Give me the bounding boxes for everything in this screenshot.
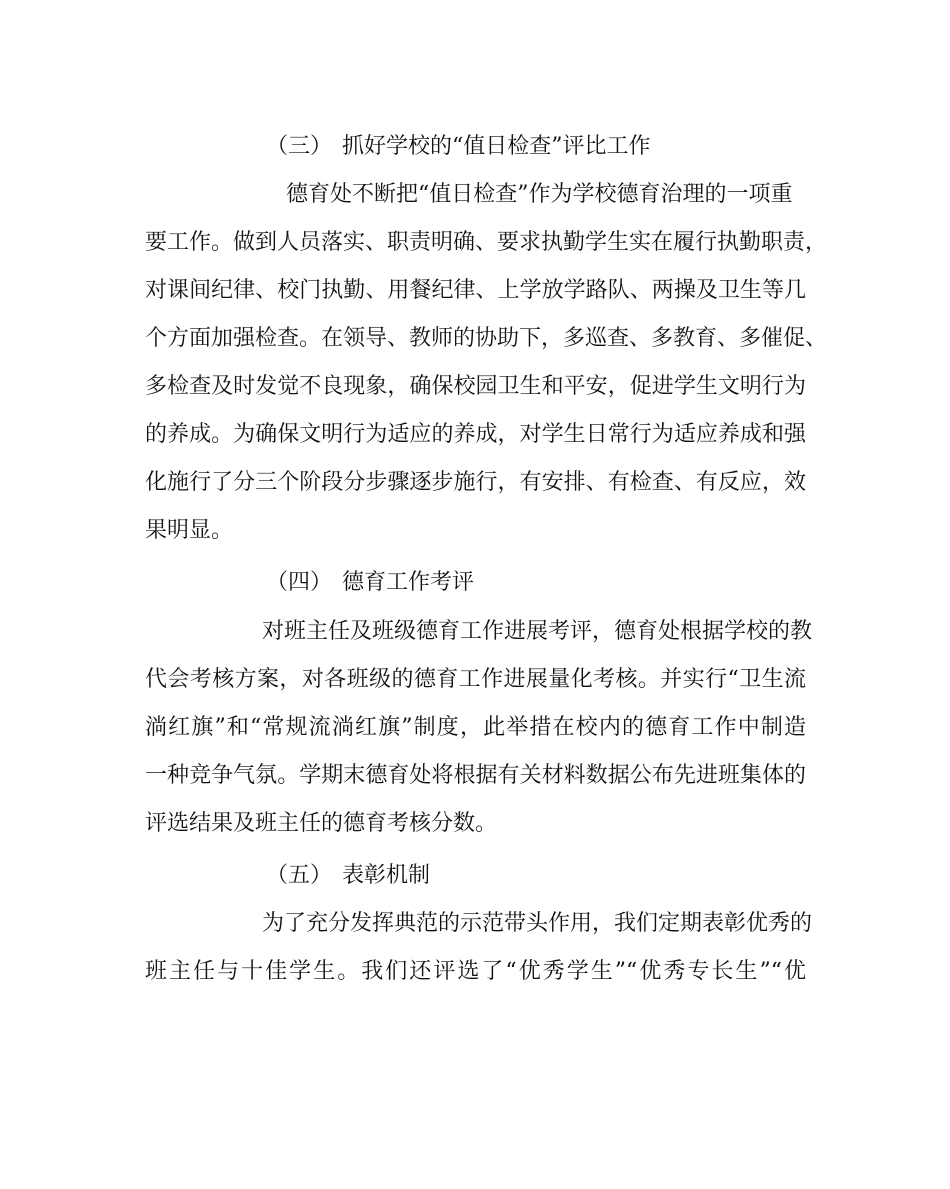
- section-number: （五）: [266, 863, 333, 888]
- section-heading-3: [266, 132, 651, 162]
- paragraph-line: 多检查及时发觉不良现象，确保校园卫生和平安，促进学生文明行为: [145, 374, 806, 399]
- paragraph-line: 化施行了分三个阶段分步骤逐步施行，有安排、有检查、有反应，效: [145, 470, 806, 495]
- paragraph-line: 班主任与十佳学生。我们还评选了“优秀学生”“优秀专长生”“优: [145, 959, 806, 984]
- section-heading-4: [266, 568, 474, 598]
- paragraph-line: 一种竞争气氛。学期末德育处将根据有关材料数据公布先进班集体的: [145, 763, 806, 788]
- paragraph-line: 的养成。为确保文明行为适应的养成，对学生日常行为适应养成和强: [145, 422, 806, 447]
- paragraph-line: 对课间纪律、校门执勤、用餐纪律、上学放学路队、两操及卫生等几: [145, 278, 806, 303]
- paragraph-line: 评选结果及班主任的德育考核分数。: [145, 811, 498, 836]
- paragraph-line: 对班主任及班级德育工作进展考评，德育处根据学校的教: [262, 619, 813, 644]
- section-heading-5: [266, 861, 430, 891]
- paragraph-line: 德育处不断把“值日检查”作为学校德育治理的一项重: [286, 182, 793, 207]
- section-title: 表彰机制: [342, 863, 431, 888]
- paragraph-line: 代会考核方案，对各班级的德育工作进展量化考核。并实行“卫生流: [145, 667, 806, 692]
- section-number: （三）: [266, 134, 333, 159]
- paragraph-line: 为了充分发挥典范的示范带头作用，我们定期表彰优秀的: [262, 911, 813, 936]
- paragraph-line: 个方面加强检查。在领导、教师的协助下，多巡查、多教育、多催促、: [145, 326, 828, 351]
- paragraph-line: 淌红旗”和“常规流淌红旗”制度，此举措在校内的德育工作中制造: [145, 715, 806, 740]
- section-title: 德育工作考评: [342, 570, 475, 595]
- paragraph-line: 果明显。: [145, 518, 234, 543]
- paragraph-line: 要工作。做到人员落实、职责明确、要求执勤学生实在履行执勤职责，: [145, 230, 828, 255]
- section-title: 抓好学校的“值日检查”评比工作: [342, 134, 651, 159]
- section-number: （四）: [266, 570, 333, 595]
